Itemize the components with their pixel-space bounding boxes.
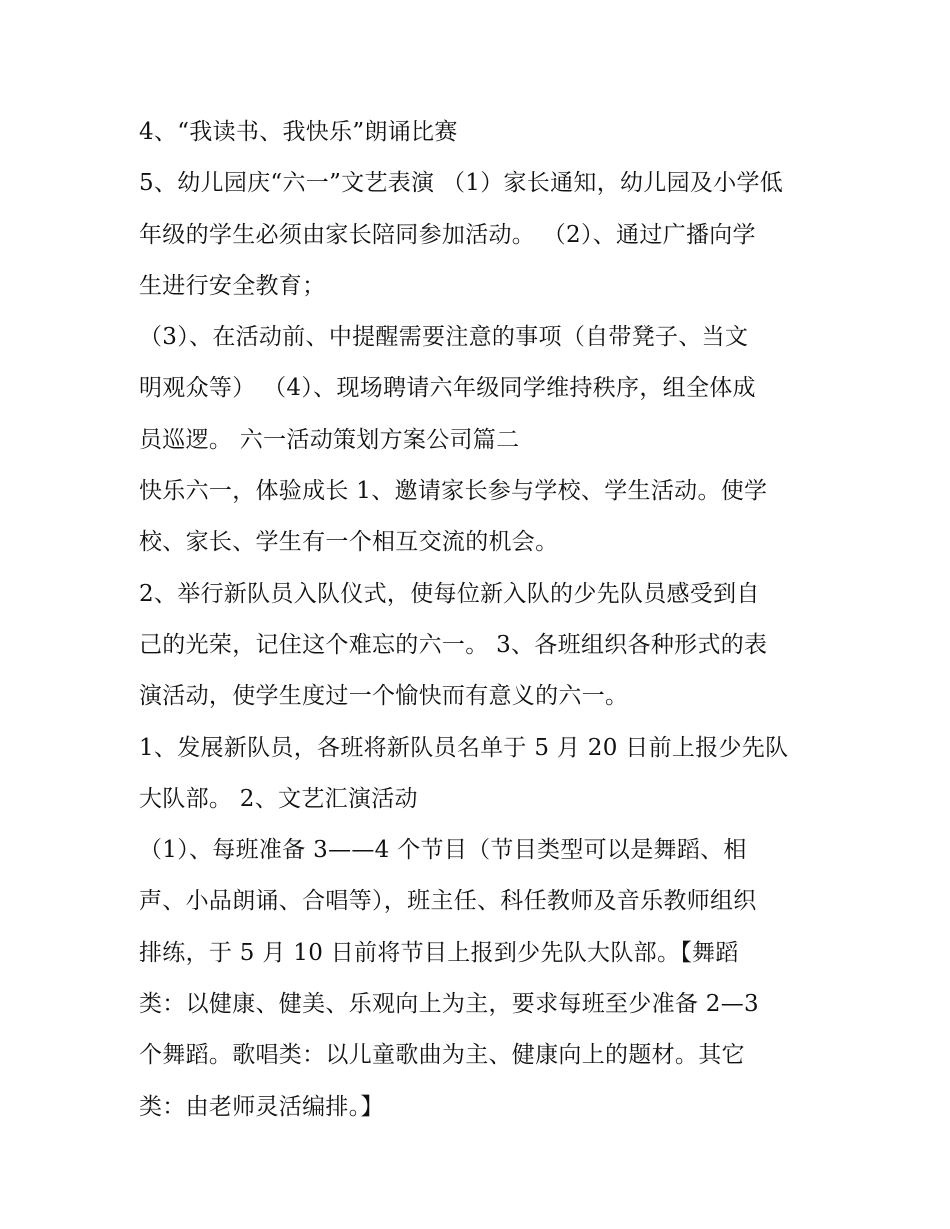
text-line-8: 快乐六一，体验成长 1、邀请家长参与学校、学生活动。使学 [139,478,768,505]
text-line-16: 声、小品朗诵、合唱等），班主任、科任教师及音乐教师组织 [139,888,757,915]
text-line-7: 员巡逻。 六一活动策划方案公司篇二 [139,426,520,453]
text-line-5: （3）、在活动前、中提醒需要注意的事项（自带凳子、当文 [139,324,749,351]
text-line-17: 排练，于 5 月 10 日前将节目上报到少先队大队部。【舞蹈 [139,939,739,966]
text-line-18: 类：以健康、健美、乐观向上为主，要求每班至少准备 2—3 [139,991,759,1018]
text-line-19: 个舞蹈。歌唱类：以儿童歌曲为主、健康向上的题材。其它 [139,1042,745,1069]
document-body [139,107,819,1133]
text-line-2: 5、幼儿园庆“六一”文艺表演 （1）家长通知，幼儿园及小学低 [139,170,784,197]
text-line-10: 2、举行新队员入队仪式，使每位新入队的少先队员感受到自 [139,580,760,607]
text-line-1: 4、“我读书、我快乐”朗诵比赛 [139,119,458,145]
text-line-15: （1）、每班准备 3——4 个节目（节目类型可以是舞蹈、相 [139,837,747,864]
text-line-20: 类：由老师灵活编排。】 [139,1093,384,1120]
text-line-3: 年级的学生必须由家长陪同参加活动。 （2）、通过广播向学 [139,221,756,248]
text-line-6: 明观众等） （4）、现场聘请六年级同学维持秩序，组全体成 [139,375,756,402]
text-line-9: 校、家长、学生有一个相互交流的机会。 [139,529,559,556]
text-line-4: 生进行安全教育； [139,272,326,299]
text-line-14: 大队部。 2、文艺汇演活动 [139,785,418,812]
text-line-12: 演活动，使学生度过一个愉快而有意义的六一。 [139,683,629,710]
text-line-13: 1、发展新队员，各班将新队员名单于 5 月 20 日前上报少先队 [139,734,789,761]
text-line-11: 己的光荣，记住这个难忘的六一。 3、各班组织各种形式的表 [139,631,768,658]
